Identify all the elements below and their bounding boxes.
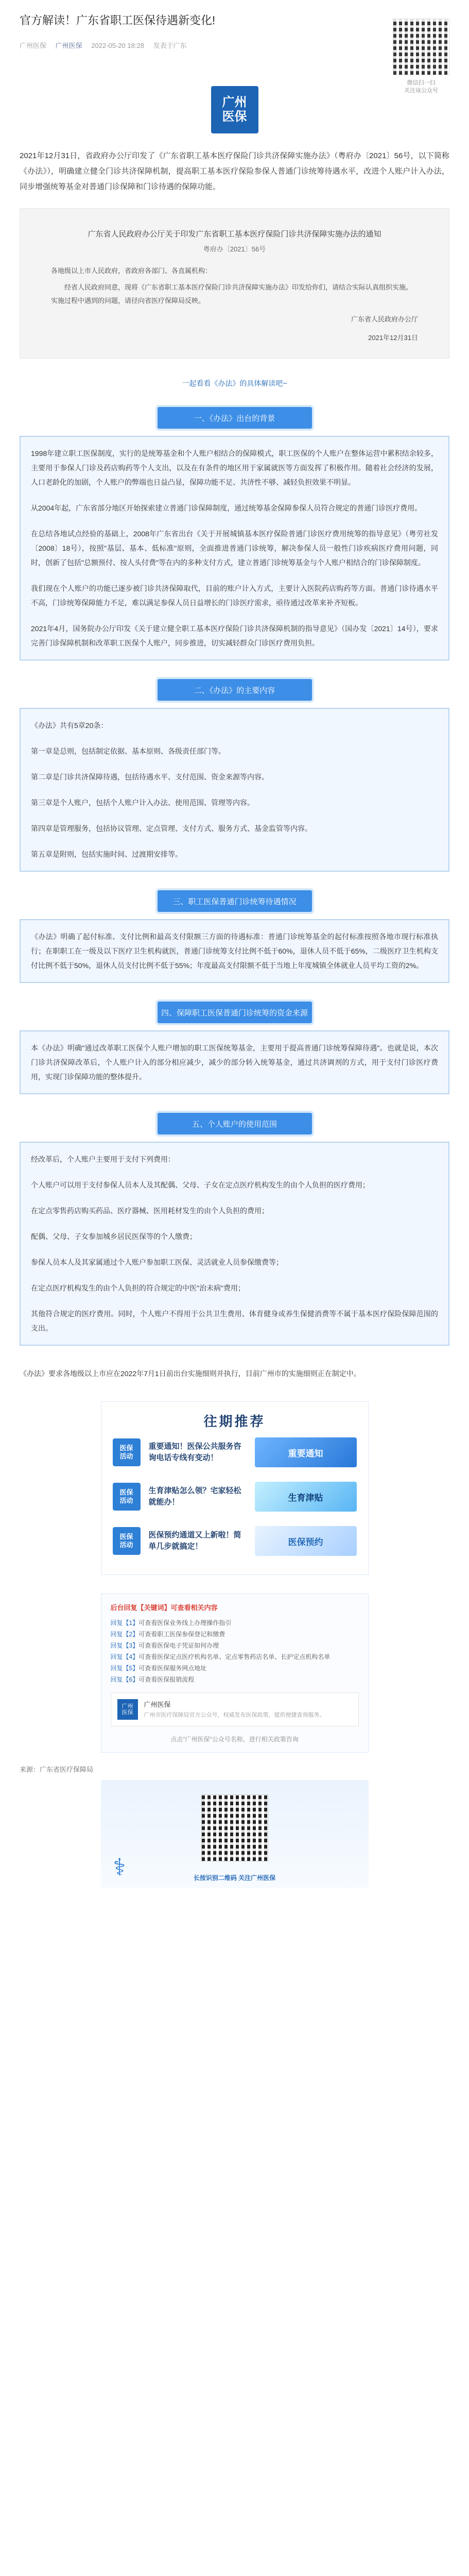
keyword-item xyxy=(111,1617,359,1629)
keyword-item xyxy=(111,1640,359,1651)
keyword-text: 可查看职工医保参保登记和缴费 xyxy=(138,1631,225,1638)
section-banner: 三、职工医保普通门诊统筹待遇情况 xyxy=(158,890,312,912)
bottom-qr-code-icon[interactable] xyxy=(201,1794,268,1861)
qr-caption: 微信扫一扫 关注该公众号 xyxy=(404,80,438,94)
recommend-item-text: 医保预约通道又上新啦！简单几步就搞定！ xyxy=(148,1531,241,1551)
qr-code-icon[interactable] xyxy=(393,19,449,75)
doctor-icon: ⚕ xyxy=(113,1854,126,1880)
section-paragraph: 《办法》共有5章20条： xyxy=(31,721,108,730)
keyword-item xyxy=(111,1663,359,1674)
medical-insurance-icon: 医保 活动 xyxy=(113,1483,141,1511)
section-banner: 二、《办法》的主要内容 xyxy=(158,679,312,701)
section-card xyxy=(20,919,449,983)
account-avatar: 广州 医保 xyxy=(117,1699,138,1720)
section-card xyxy=(20,1030,449,1094)
account-card[interactable] xyxy=(111,1692,359,1726)
recommend-item-thumb: 医保预约 xyxy=(255,1526,357,1556)
notice-number: 粤府办〔2021〕56号 xyxy=(203,245,266,253)
section-paragraph: 从2004年起，广东省部分地区开始探索建立普通门诊保障制度，通过统筹基金保障参保人员符合规定的普通门诊医疗费用。 xyxy=(31,504,422,512)
section-card xyxy=(20,708,449,872)
publish-date: 2022-05-20 18:28 xyxy=(91,42,144,49)
section-paragraph: 在总结各地试点经验的基础上，2008年广东省出台《关于开展城镇基本医疗保险普通门诊医疗费用统筹的指导意见》（粤劳社发〔2008〕18号），按照"基层、基本、低标准"原则，全面推进普通门诊统筹，解决参保人员一般性门诊疾病医疗费用问题，同时，创新了包括"总额预付、按人头付费"等在内的多种支付方式，建立普通门诊统筹基金与个人账户相结合的门诊保障制度。 xyxy=(31,530,438,567)
notice-salutation: 各地级以上市人民政府，省政府各部门、各直属机构： xyxy=(51,267,212,275)
keyword-tag: 回复【2】 xyxy=(110,1631,139,1638)
keyword-heading: 后台回复【关键词】可查看相关内容 xyxy=(110,1604,218,1612)
bottom-banner-text: 长按识别二维码 关注广州医保 xyxy=(193,1874,276,1882)
brand-logo xyxy=(211,86,258,133)
section-banner: 五、个人账户的使用范围 xyxy=(158,1113,312,1134)
article-header xyxy=(20,0,449,144)
keyword-footer: 点击"广州医保"公众号名称，进行相关政策咨询 xyxy=(170,1736,299,1743)
keyword-text: 可查看医保电子凭证如何办理 xyxy=(138,1642,219,1649)
qr-box xyxy=(393,19,449,95)
bottom-banner xyxy=(101,1780,369,1888)
section-card xyxy=(20,436,449,660)
recommend-item[interactable] xyxy=(101,1430,368,1475)
keyword-text: 可查看医保服务网点地址 xyxy=(138,1665,207,1672)
keyword-item xyxy=(111,1674,359,1685)
section-paragraph: 我们现在个人账户的功能已逐步被门诊共济保障取代，目前的账户计入方式，主要计入医院药店购药等方面。普通门诊待遇水平不高，门诊统筹保障能力不足，难以满足参保人员日益增长的门诊医疗需求，亟待通过改革来补齐短板。 xyxy=(31,584,438,607)
publish-location: 发表于广东 xyxy=(153,42,187,49)
keyword-tag: 回复【3】 xyxy=(110,1642,139,1649)
section-paragraph: 《办法》明确了起付标准、支付比例和最高支付限额三方面的待遇标准：普通门诊统筹基金的起付标准按照各地市现行标准执行；在职职工在一级及以下医疗卫生机构就医，普通门诊统筹支付比例不低于60%，退休人员不低于65%，二级医疗卫生机构支付比例不低于50%，退休人员支付比例不低于55%；年度最高支付限额不低于当地上年度城镇全体就业人员平均工资的2%。 xyxy=(31,933,438,970)
section-paragraph: 其他符合规定的医疗费用。同时，个人账户不得用于公共卫生费用、体育健身或养生保健消费等不属于基本医疗保险保障范围的支出。 xyxy=(31,1310,438,1332)
section-paragraph: 第一章是总则，包括制定依据、基本原则、各级责任部门等。 xyxy=(31,747,225,755)
keyword-tag: 回复【5】 xyxy=(110,1665,139,1672)
section-banner: 四、保障职工医保普通门诊统筹的资金来源 xyxy=(158,1002,312,1023)
notice-body: 经省人民政府同意，现将《广东省职工基本医疗保险门诊共济保障实施办法》印发给你们，请结合实际认真组织实施。实施过程中遇到的问题，请径向省医疗保障局反映。 xyxy=(51,283,413,304)
sections-container xyxy=(20,407,449,1346)
section-paragraph: 第二章是门诊共济保障待遇，包括待遇水平、支付范围、资金来源等内容。 xyxy=(31,773,269,781)
keyword-panel xyxy=(101,1594,369,1753)
notice-document xyxy=(20,208,449,359)
section-paragraph: 参保人员本人及其家属通过个人账户参加职工医保、灵活就业人员参保缴费等； xyxy=(31,1258,283,1266)
section-paragraph: 2021年4月，国务院办公厅印发《关于建立健全职工基本医疗保险门诊共济保障机制的指导意见》（国办发〔2021〕14号），要求完善门诊保障机制和改革职工医保个人账户，同步推进，切实减轻群众门诊医疗费用负担。 xyxy=(31,624,438,647)
source-text: 来源：广东省医疗保障局 xyxy=(20,1766,94,1773)
section-paragraph: 配偶、父母、子女参加城乡居民医保等的个人缴费； xyxy=(31,1232,197,1241)
section-paragraph: 第四章是管理服务，包括协议管理、定点管理、支付方式、服务方式、基金监管等内容。 xyxy=(31,824,312,833)
section-paragraph: 1998年建立职工医保制度，实行的是统筹基金和个人账户相结合的保障模式，职工医保的个人账户在整体运营中累积结余较多，主要用于参保人门诊及药店购药等个人支出，以及在有条件的地区用于家属就医等方面发挥了积极作用。随着社会经济的发展，人口老龄化的加剧，个人账户的弊端也日益凸显，保障功能不足、共济性不够、减轻负担效果不明显。 xyxy=(31,449,438,486)
account-link[interactable]: 广州医保 xyxy=(55,42,82,49)
logo-line-1: 广州 xyxy=(222,95,247,109)
notice-heading: 广东省人民政府办公厅关于印发广东省职工基本医疗保险门诊共济保障实施办法的通知 xyxy=(88,230,381,239)
recommend-item[interactable] xyxy=(101,1475,368,1519)
recommend-panel xyxy=(101,1401,369,1575)
keyword-list xyxy=(111,1617,359,1685)
keyword-item xyxy=(111,1629,359,1640)
account-name: 广州医保 xyxy=(144,1701,171,1708)
keyword-item xyxy=(111,1651,359,1663)
keyword-tag: 回复【1】 xyxy=(110,1619,139,1626)
notice-date: 2021年12月31日 xyxy=(368,334,418,342)
article-title: 官方解读！广东省职工医保待遇新变化! xyxy=(20,14,216,27)
intro-paragraph: 2021年12月31日，省政府办公厅印发了《广东省职工基本医疗保险门诊共济保障实施办法》（粤府办〔2021〕56号，以下简称《办法》），明确建立健全门诊共济保障机制，提高职工基本医疗保险参保人普通门诊统筹待遇水平，改进个人账户计入办法，同步增强统筹基金对普通门诊保障和门诊待遇的保障功能。 xyxy=(20,151,449,191)
author-name: 广州医保 xyxy=(20,42,47,49)
outro-paragraph: 《办法》要求各地级以上市应在2022年7月1日前出台实施细则并执行，目前广州市的实施细则正在制定中。 xyxy=(20,1369,361,1378)
lead-text: 一起看看《办法》的具体解读吧~ xyxy=(182,379,287,387)
keyword-text: 可查看医保业务线上办理操作指引 xyxy=(138,1619,232,1626)
logo-line-2: 医保 xyxy=(222,110,247,124)
medical-insurance-icon: 医保 活动 xyxy=(113,1438,141,1466)
section-paragraph: 个人账户可以用于支付参保人员本人及其配偶、父母、子女在定点医疗机构发生的由个人负担的医疗费用； xyxy=(31,1181,370,1189)
recommend-title: 往期推荐 xyxy=(203,1414,266,1429)
section-paragraph: 在定点零售药店购买药品、医疗器械、医用耗材发生的由个人负担的费用； xyxy=(31,1207,269,1215)
medical-insurance-icon: 医保 活动 xyxy=(113,1527,141,1555)
recommend-item-thumb: 生育津贴 xyxy=(255,1482,357,1512)
recommend-item-thumb: 重要通知 xyxy=(255,1437,357,1467)
section-card xyxy=(20,1142,449,1346)
article-meta xyxy=(20,40,449,50)
keyword-text: 可查看医保报销流程 xyxy=(138,1676,195,1683)
recommend-item-text: 重要通知！医保公共服务咨询电话专线有变动！ xyxy=(148,1442,241,1462)
section-paragraph: 第三章是个人账户，包括个人账户计入办法、使用范围、管理等内容。 xyxy=(31,799,254,807)
section-paragraph: 本《办法》明确"通过改革职工医保个人账户增加的职工医保统筹基金，主要用于提高普通门诊统筹保障待遇"。也就是说，本次门诊共济保障改革后，个人账户计入的部分相应减少，减少的部分转入统筹基金，通过共济调剂的方式，用于支付门诊医疗费用，实现门诊保障功能的整体提升。 xyxy=(31,1044,438,1081)
keyword-text: 可查看医保定点医疗机构名单、定点零售药店名单、长护定点机构名单 xyxy=(138,1653,331,1660)
keyword-tag: 回复【6】 xyxy=(110,1676,139,1683)
section-banner: 一、《办法》出台的背景 xyxy=(158,407,312,429)
notice-signer: 广东省人民政府办公厅 xyxy=(351,315,418,323)
recommend-item[interactable] xyxy=(101,1519,368,1563)
keyword-tag: 回复【4】 xyxy=(110,1653,139,1660)
section-paragraph: 第五章是附则，包括实施时间、过渡期安排等。 xyxy=(31,850,182,858)
recommend-item-text: 生育津贴怎么领？宅家轻松就能办！ xyxy=(148,1486,241,1506)
section-paragraph: 经改革后，个人账户主要用于支付下列费用： xyxy=(31,1155,175,1163)
account-desc: 广州市医疗保障局官方公众号，权威发布医保政策，提供便捷查询服务。 xyxy=(144,1712,325,1718)
section-paragraph: 在定点医疗机构发生的由个人负担的符合规定的中医"治未病"费用； xyxy=(31,1284,245,1292)
